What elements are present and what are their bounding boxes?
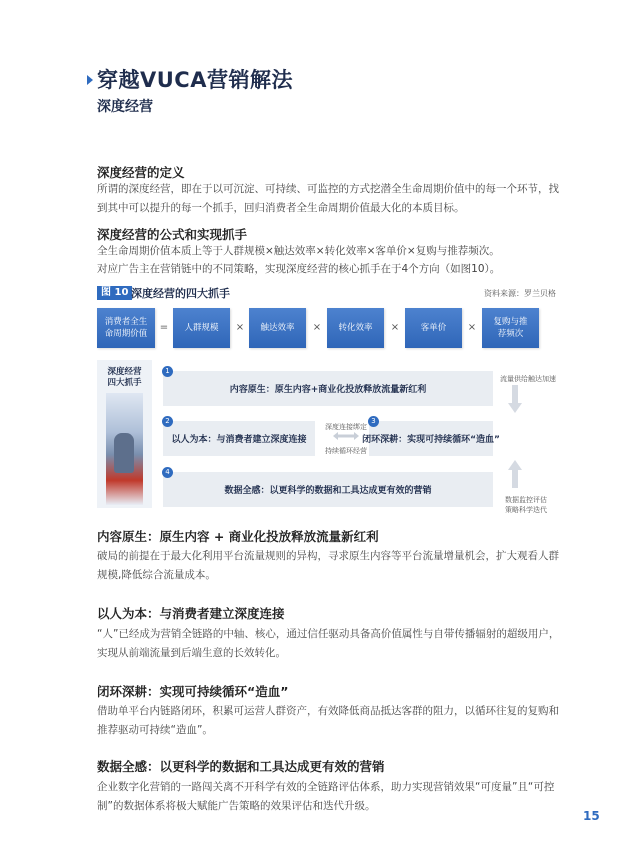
section-2-heading: 以人为本：与消费者建立深度连接 — [97, 606, 285, 621]
header-arrow-icon — [87, 75, 93, 85]
grip-2-number: 2 — [162, 416, 173, 427]
formula-operator: × — [390, 322, 400, 333]
section-1-heading: 内容原生：原生内容 + 商业化投放释放流量新红利 — [97, 529, 379, 544]
formula-box-conversion: 转化效率 — [327, 308, 384, 348]
page-number: 15 — [583, 809, 600, 823]
grip-3-bar: 闭环深耕：实现可持续循环“造血” — [369, 421, 493, 456]
section-4-body: 企业数字化营销的一路闯关离不开科学有效的全链路评估体系，助力实现营销效果“可度量”且“可控制”的数据体系将极大赋能广告策略的效果评估和迭代升级。 — [97, 781, 555, 812]
mid-note-top: 深度连接绑定 — [325, 423, 367, 431]
section-1-body: 破局的前提在于最大化利用平台流量规则的异构，寻求原生内容等平台流量增量机会，扩大观看人群规模,降低综合流量成本。 — [97, 550, 559, 581]
section-3-heading: 闭环深耕：实现可持续循环“造血” — [97, 684, 289, 699]
formula-box-reach: 触达效率 — [249, 308, 306, 348]
formula-box-audience: 人群规模 — [173, 308, 230, 348]
page-subtitle: 深度经营 — [97, 99, 153, 115]
arrow-down-icon — [508, 385, 522, 413]
formula-box-order-value: 客单价 — [405, 308, 462, 348]
formula-box-repurchase: 复购与推荐频次 — [482, 308, 539, 348]
double-arrow-icon — [333, 432, 359, 440]
definition-heading: 深度经营的定义 — [97, 165, 185, 180]
formula-heading: 深度经营的公式和实现抓手 — [97, 227, 248, 242]
formula-body-1: 全生命周期价值本质上等于人群规模×触达效率×转化效率×客单价×复购与推荐频次。 — [97, 245, 500, 257]
arrow-up-icon — [508, 460, 522, 488]
section-4-heading: 数据全感：以更科学的数据和工具达成更有效的营销 — [97, 759, 385, 774]
grips-left-label: 深度经营四大抓手 — [107, 367, 142, 388]
grip-4-number: 4 — [162, 467, 173, 478]
note-top-right: 流量供给触达加速 — [500, 375, 556, 383]
note-bottom-right-2: 策略科学迭代 — [505, 506, 547, 514]
grip-2-bar: 以人为本：与消费者建立深度连接 — [163, 421, 315, 456]
note-bottom-right-1: 数据监控评估 — [505, 496, 547, 504]
formula-box-clv: 消费者全生命周期价值 — [97, 308, 155, 348]
figure-source: 资料来源：罗兰贝格 — [484, 289, 556, 298]
figure-title: 深度经营的四大抓手 — [131, 287, 230, 300]
figure-tag: 图 10 — [97, 286, 132, 300]
mid-note-bottom: 持续循环经营 — [325, 447, 367, 455]
formula-operator: × — [312, 322, 322, 333]
grip-4-bar: 数据全感：以更科学的数据和工具达成更有效的营销 — [163, 472, 493, 507]
formula-body-2: 对应广告主在营销链中的不同策略，实现深度经营的核心抓手在于4个方向（如图10）。 — [97, 263, 501, 275]
grip-3-number: 3 — [368, 416, 379, 427]
section-3-body: 借助单平台内链路闭环，积累可运营人群资产，有效降低商品抵达客群的阻力，以循环往复的复购和推荐驱动可持续“造血”。 — [97, 705, 559, 736]
grip-1-bar: 内容原生：原生内容+商业化投放释放流量新红利 — [163, 371, 493, 406]
chess-image — [106, 393, 143, 505]
formula-operator: × — [467, 322, 477, 333]
section-2-body: “人”已经成为营销全链路的中轴、核心，通过信任驱动具备高价值属性与自带传播辐射的超级用户，实现从前端流量到后端生意的长效转化。 — [97, 628, 560, 659]
definition-body: 所谓的深度经营，即在于以可沉淀、可持续、可监控的方式挖潜全生命周期价值中的每一个环节，找到其中可以提升的每一个抓手，回归消费者全生命周期价值最大化的本质目标。 — [97, 183, 559, 214]
formula-operator: × — [235, 322, 245, 333]
page-title: 穿越VUCA营销解法 — [97, 68, 293, 92]
grip-1-number: 1 — [162, 366, 173, 377]
formula-operator: = — [159, 322, 169, 333]
